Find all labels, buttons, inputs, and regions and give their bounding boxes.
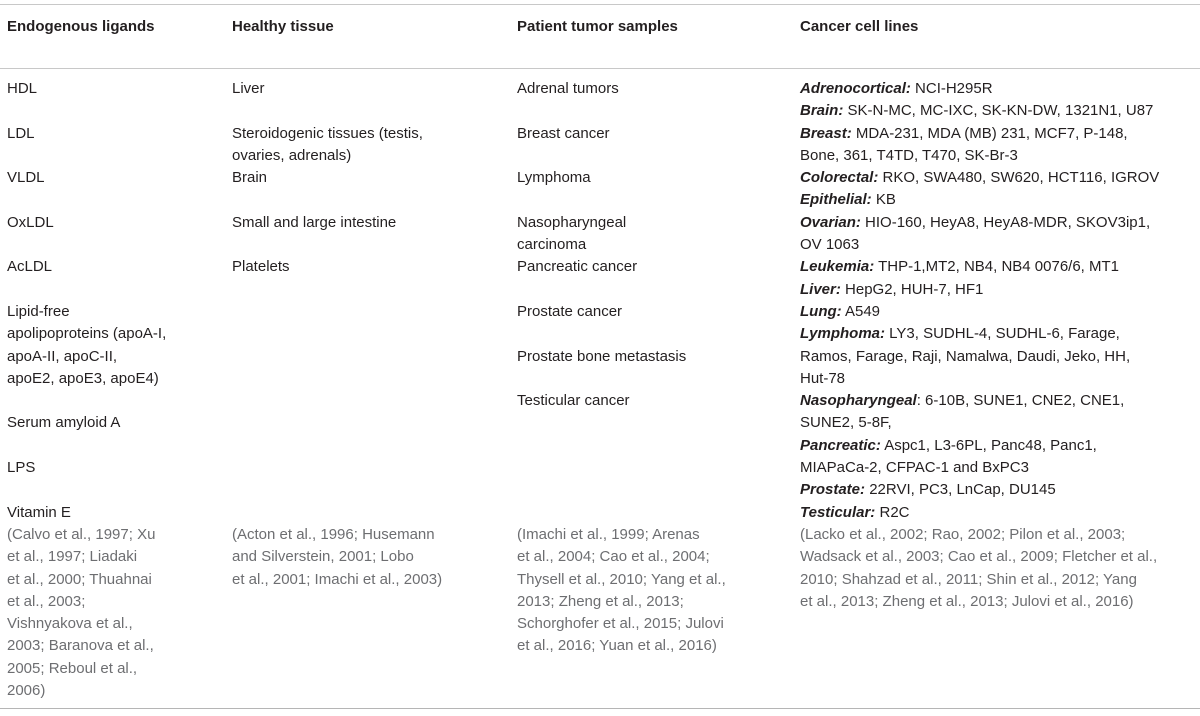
cell-line-lung: Lung: A549 [800, 302, 881, 320]
cell-line-brain: Brain: SK-N-MC, MC-IXC, SK-KN-DW, 1321N1, U87 [800, 102, 1154, 120]
ligands-references: (Calvo et al., 1997; Xu et al., 1997; Liadaki et al., 2000; Thuahnai et al., 2003; Vishnyakova et al., 2003; Baranova et al., 2005; Reboul et al., 2006) [7, 525, 156, 700]
cell-lines-references: (Lacko et al., 2002; Rao, 2002; Pilon et al., 2003; Wadsack et al., 2003; Cao et al., 2009; Fletcher et al., 2010; Shahzad et al., 2011; Shin et al., 2012; Yang et al., 2013; Zheng et al., 2013; Julovi et al., 2016) [800, 525, 1158, 610]
tumor-nasopharyngeal: Nasopharyngeal carcinoma [517, 213, 627, 254]
tissue-references: (Acton et al., 1996; Husemann and Silverstein, 2001; Lobo et al., 2001; Imachi et al., 2003) [232, 526, 443, 588]
ligand-vldl: VLDL [7, 169, 45, 187]
table-bottom-rule [0, 708, 1200, 709]
header-cancer-cell-lines: Cancer cell lines [800, 18, 919, 35]
ligand-lps: LPS [7, 459, 36, 477]
ligand-lipid-free-apolipoproteins: Lipid-free apolipoproteins (apoA-I, apoA-II, apoC-II, apoE2, apoE3, apoE4) [7, 302, 167, 387]
tumor-testicular: Testicular cancer [517, 392, 630, 410]
ligand-oxldl: OxLDL [7, 213, 54, 231]
cell-line-prostate: Prostate: 22RVI, PC3, LnCap, DU145 [800, 481, 1056, 499]
cell-line-adrenocortical: Adrenocortical: NCI-H295R [800, 80, 993, 97]
tissue-intestine: Small and large intestine [232, 213, 397, 231]
tumor-adrenal: Adrenal tumors [517, 80, 619, 97]
tumor-breast: Breast cancer [517, 124, 610, 142]
ligand-vitamin-e: Vitamin E [7, 503, 71, 521]
cell-line-epithelial: Epithelial: KB [800, 191, 896, 209]
header-patient-tumor-samples: Patient tumor samples [517, 18, 678, 35]
ligand-hdl: HDL [7, 80, 38, 97]
cell-line-nasopharyngeal: Nasopharyngeal: 6-10B, SUNE1, CNE2, CNE1, SUNE2, 5-8F, [800, 392, 1125, 432]
cell-line-colorectal: Colorectal: RKO, SWA480, SW620, HCT116, IGROV [800, 169, 1160, 187]
tissue-platelets: Platelets [232, 258, 290, 276]
ligand-serum-amyloid-a: Serum amyloid A [7, 414, 121, 432]
header-endogenous-ligands: Endogenous ligands [7, 18, 155, 35]
ligand-ldl: LDL [7, 124, 35, 142]
cell-line-pancreatic: Pancreatic: Aspc1, L3-6PL, Panc48, Panc1, MIAPaCa-2, CFPAC-1 and BxPC3 [800, 436, 1097, 477]
table-header-rule [0, 68, 1200, 69]
table-top-rule [0, 4, 1200, 5]
tumor-prostate: Prostate cancer [517, 302, 623, 320]
tumor-pancreatic: Pancreatic cancer [517, 258, 638, 276]
ligand-acldl: AcLDL [7, 258, 53, 276]
tumors-references: (Imachi et al., 1999; Arenas et al., 2004; Cao et al., 2004; Thysell et al., 2010; Yang et al., 2013; Zheng et al., 2013; Schorghofer et al., 2015; Julovi et al., 2016; Yuan et al., 2016) [517, 526, 726, 655]
column-cancer-cell-lines [800, 78, 1190, 613]
tumor-prostate-bone-metastasis: Prostate bone metastasis [517, 347, 687, 365]
cell-line-lymphoma: Lymphoma: LY3, SUDHL-4, SUDHL-6, Farage, Ramos, Farage, Raji, Namalwa, Daudi, Jeko, HH, Hut-78 [800, 325, 1131, 387]
column-healthy-tissue [232, 78, 472, 588]
tumor-lymphoma: Lymphoma [517, 169, 591, 187]
cell-line-testicular: Testicular: R2C [800, 503, 910, 521]
cell-line-leukemia: Leukemia: THP-1,MT2, NB4, NB4 0076/6, MT1 [800, 258, 1120, 276]
tissue-steroidogenic: Steroidogenic tissues (testis, ovaries, adrenals) [232, 124, 423, 164]
header-healthy-tissue: Healthy tissue [232, 18, 334, 35]
cell-line-liver: Liver: HepG2, HUH-7, HF1 [800, 280, 984, 298]
tissue-brain: Brain [232, 169, 268, 187]
column-endogenous-ligands [7, 78, 175, 702]
cell-line-breast: Breast: MDA-231, MDA (MB) 231, MCF7, P-148, Bone, 361, T4TD, T470, SK-Br-3 [800, 124, 1128, 164]
tissue-liver: Liver [232, 80, 265, 97]
cell-line-ovarian: Ovarian: HIO-160, HeyA8, HeyA8-MDR, SKOV3ip1, OV 1063 [800, 213, 1151, 254]
column-patient-tumor-samples [517, 78, 767, 655]
